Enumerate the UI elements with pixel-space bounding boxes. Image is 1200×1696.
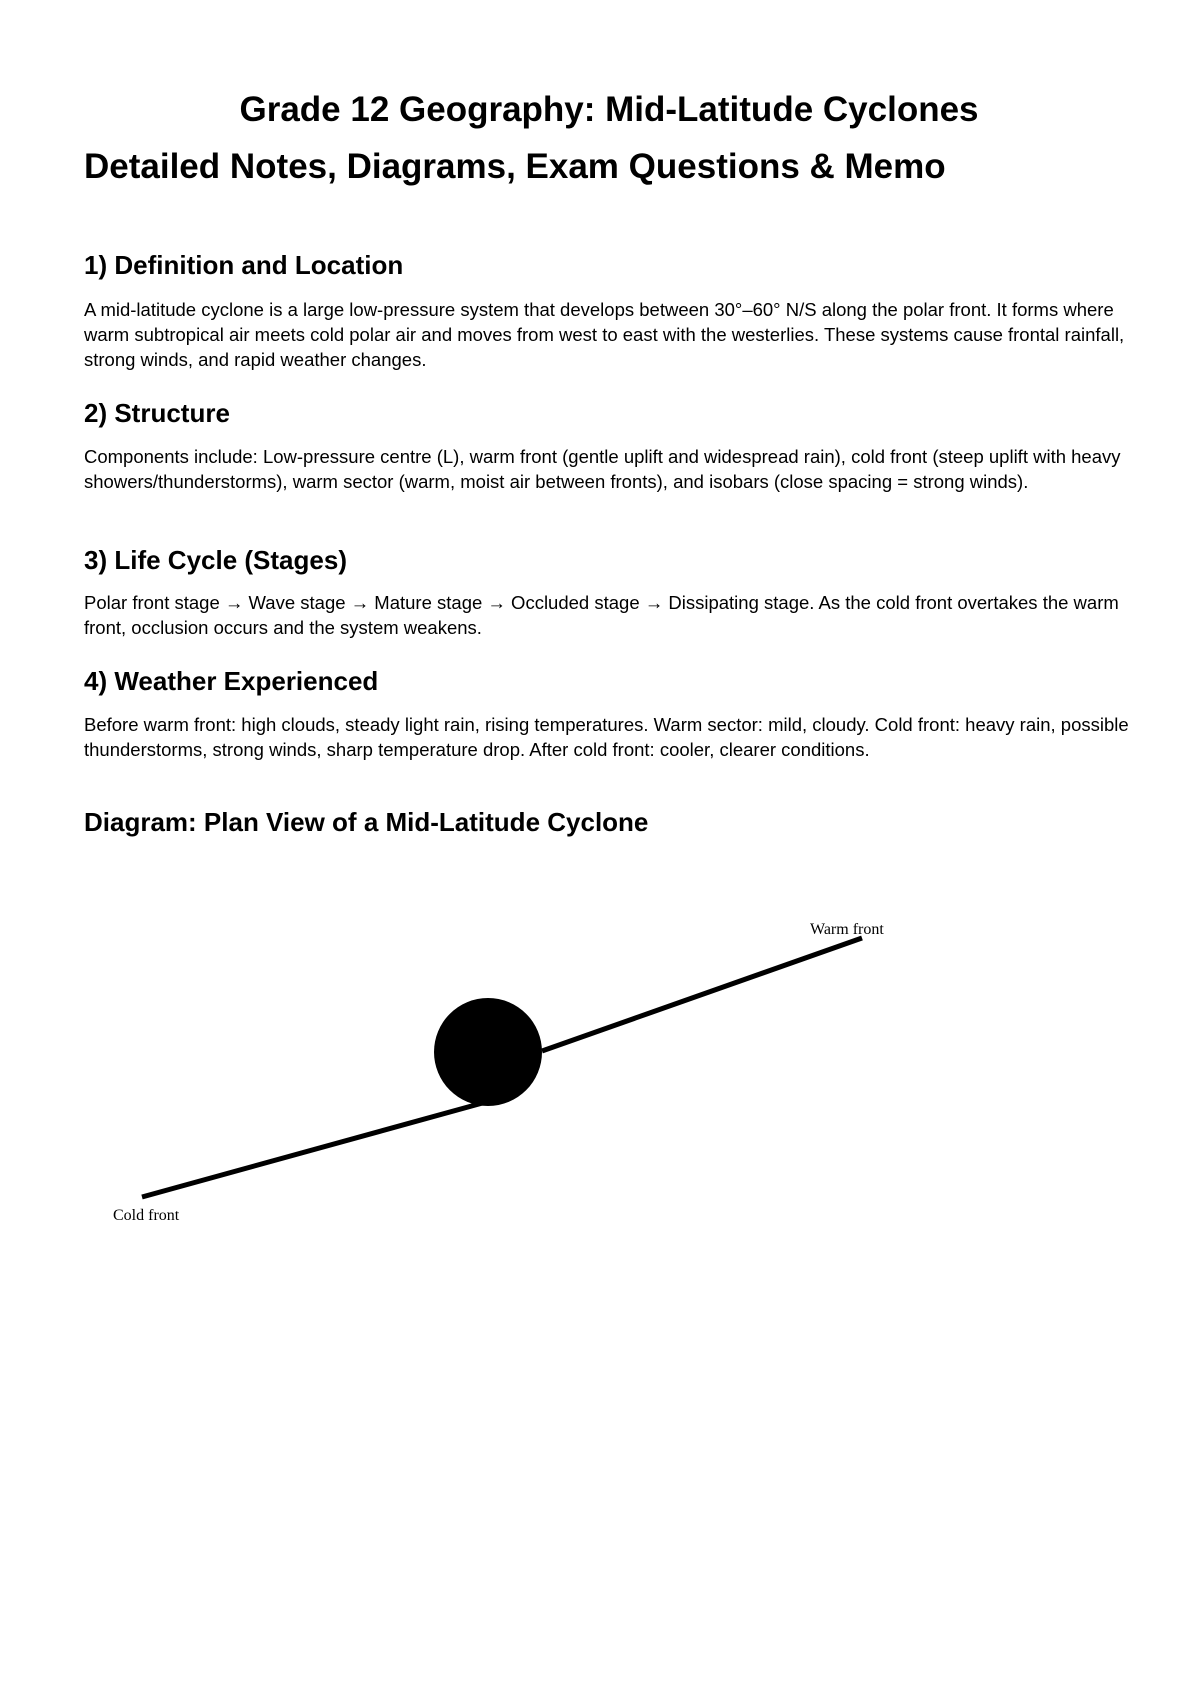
diagram-heading: Diagram: Plan View of a Mid-Latitude Cyclone <box>84 807 649 837</box>
cold-front-line <box>142 1099 497 1197</box>
section-heading-life-cycle: 3) Life Cycle (Stages) <box>84 545 347 575</box>
cold-front-label: Cold front <box>113 1207 180 1224</box>
section-heading-weather: 4) Weather Experienced <box>84 666 379 696</box>
section-heading-definition: 1) Definition and Location <box>84 250 404 280</box>
section-body-life-cycle: Polar front stage → Wave stage → Mature stage → Occluded stage → Dissipating stage. As the cold front overtakes the warm front, occlusion occurs and the system weakens. <box>84 592 1119 638</box>
section-body-definition: A mid-latitude cyclone is a large low-pressure system that develops between 30°–60° N/S along the polar front. It forms where warm subtropical air meets cold polar air and moves from west to east with the westerlies. These systems cause frontal rainfall, strong winds, and rapid weather changes. <box>84 299 1125 370</box>
warm-front-label: Warm front <box>810 921 884 938</box>
low-pressure-centre <box>434 998 542 1106</box>
document-title: Grade 12 Geography: Mid-Latitude Cyclones <box>239 90 979 129</box>
section-heading-structure: 2) Structure <box>84 398 230 428</box>
document-subtitle: Detailed Notes, Diagrams, Exam Questions & Memo <box>84 147 946 186</box>
warm-front-line <box>542 938 862 1051</box>
section-body-structure: Components include: Low-pressure centre (L), warm front (gentle uplift and widespread rain), cold front (steep uplift with heavy showers/thunderstorms), warm sector (warm, moist air between fronts), and isobars (close spacing = strong winds). <box>84 446 1121 492</box>
section-body-weather: Before warm front: high clouds, steady light rain, rising temperatures. Warm sector: mild, cloudy. Cold front: heavy rain, possible thunderstorms, strong winds, sharp temperature drop. After cold front: cooler, clearer conditions. <box>84 714 1129 760</box>
